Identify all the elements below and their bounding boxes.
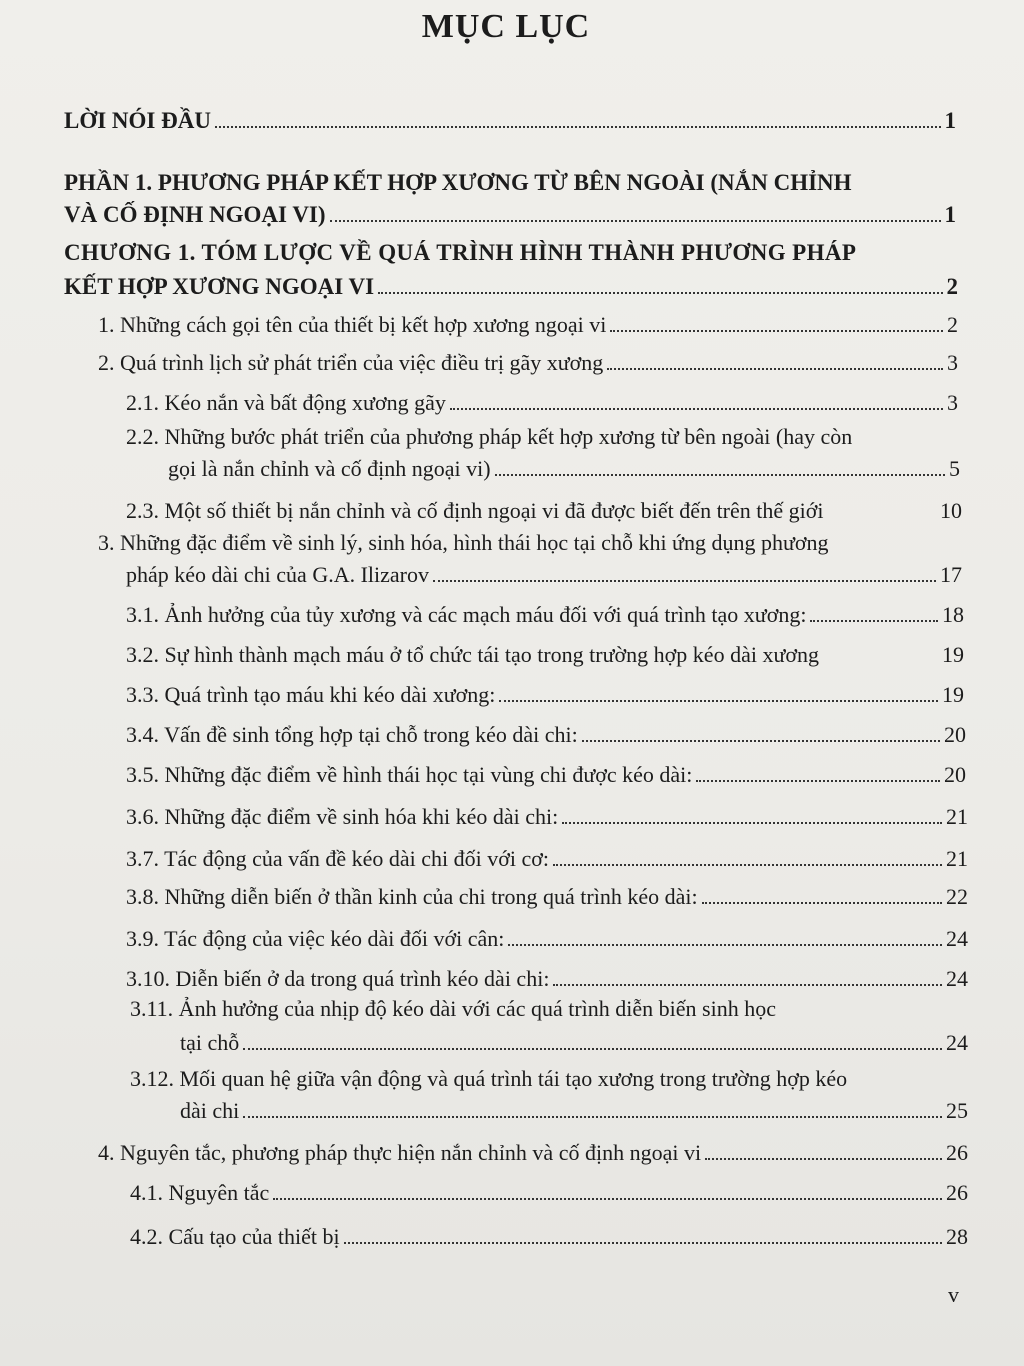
- leader-dots: [243, 1116, 942, 1118]
- toc-entry-3-12-line1: 3.12. Mối quan hệ giữa vận động và quá trình tái tạo xương trong trường hợp kéo: [130, 1066, 848, 1091]
- toc-entry-2-1: 2.1. Kéo nắn và bất động xương gãy 3: [126, 390, 958, 415]
- toc-entry-3-12: dài chi 25: [180, 1098, 968, 1123]
- leader-dots: [582, 740, 940, 742]
- toc-entry-3-9: 3.9. Tác động của việc kéo dài đối với cân: 24: [126, 926, 968, 951]
- leader-dots: [696, 780, 940, 782]
- leader-dots: [705, 1158, 942, 1160]
- leader-dots: [508, 944, 942, 946]
- toc-entry-3-5: 3.5. Những đặc điểm về hình thái học tại vùng chi được kéo dài: 20: [126, 762, 966, 787]
- toc-entry-3-3: 3.3. Quá trình tạo máu khi kéo dài xương: 19: [126, 682, 964, 707]
- toc-entry-chapter1-line1: CHƯƠNG 1. TÓM LƯỢC VỀ QUÁ TRÌNH HÌNH THÀNH PHƯƠNG PHÁP: [64, 240, 857, 265]
- leader-dots: [499, 700, 938, 702]
- leader-dots: [553, 984, 942, 986]
- toc-entry-part1: VÀ CỐ ĐỊNH NGOẠI VI) 1: [64, 202, 956, 227]
- leader-dots: [273, 1198, 942, 1200]
- leader-dots: [243, 1048, 942, 1050]
- toc-entry-3-1: 3.1. Ảnh hưởng của tủy xương và các mạch máu đối với quá trình tạo xương: 18: [126, 602, 964, 627]
- toc-entry-3-11: tại chỗ 24: [180, 1030, 968, 1055]
- leader-dots: [495, 474, 945, 476]
- toc-entry-chapter1: KẾT HỢP XƯƠNG NGOẠI VI 2: [64, 274, 958, 299]
- leader-dots: [378, 292, 942, 294]
- toc-entry-3-7: 3.7. Tác động của vấn đề kéo dài chi đối với cơ: 21: [126, 846, 968, 871]
- page-number: v: [948, 1282, 959, 1307]
- toc-entry-3: pháp kéo dài chi của G.A. Ilizarov 17: [126, 562, 962, 587]
- toc-entry-3-2: 3.2. Sự hình thành mạch máu ở tổ chức tái tạo trong trường hợp kéo dài xương 19: [126, 642, 964, 667]
- toc-entry-2-2-line1: 2.2. Những bước phát triển của phương pháp kết hợp xương từ bên ngoài (hay còn: [126, 424, 853, 449]
- toc-entry-2-2: gọi là nắn chỉnh và cố định ngoại vi) 5: [168, 456, 960, 481]
- toc-entry-3-11-line1: 3.11. Ảnh hưởng của nhịp độ kéo dài với các quá trình diễn biến sinh học: [130, 996, 776, 1021]
- toc-entry-3-4: 3.4. Vấn đề sinh tổng hợp tại chỗ trong kéo dài chi: 20: [126, 722, 966, 747]
- leader-dots: [828, 516, 936, 518]
- leader-dots: [450, 408, 943, 410]
- toc-entry-2: 2. Quá trình lịch sử phát triển của việc điều trị gãy xương 3: [98, 350, 958, 375]
- leader-dots: [330, 220, 941, 222]
- toc-entry-preface: LỜI NÓI ĐẦU 1: [64, 108, 956, 133]
- leader-dots: [607, 368, 943, 370]
- leader-dots: [215, 126, 941, 128]
- toc-entry-1: 1. Những cách gọi tên của thiết bị kết hợp xương ngoại vi 2: [98, 312, 958, 337]
- leader-dots: [562, 822, 942, 824]
- leader-dots: [433, 580, 936, 582]
- leader-dots: [610, 330, 943, 332]
- leader-dots: [553, 864, 942, 866]
- toc-entry-3-6: 3.6. Những đặc điểm về sinh hóa khi kéo dài chi: 21: [126, 804, 968, 829]
- toc-entry-4-2: 4.2. Cấu tạo của thiết bị 28: [130, 1224, 968, 1249]
- toc-entry-3-line1: 3. Những đặc điểm về sinh lý, sinh hóa, hình thái học tại chỗ khi ứng dụng phương: [98, 530, 829, 555]
- leader-dots: [702, 902, 942, 904]
- toc-entry-3-8: 3.8. Những diễn biến ở thần kinh của chi trong quá trình kéo dài: 22: [126, 884, 968, 909]
- toc-entry-2-3: 2.3. Một số thiết bị nắn chỉnh và cố định ngoại vi đã được biết đến trên thế giới 10: [126, 498, 962, 523]
- leader-dots: [810, 620, 938, 622]
- page-title: MỤC LỤC: [421, 8, 591, 45]
- toc-entry-4-1: 4.1. Nguyên tắc 26: [130, 1180, 968, 1205]
- toc-entry-part1-line1: PHẦN 1. PHƯƠNG PHÁP KẾT HỢP XƯƠNG TỪ BÊN NGOÀI (NẮN CHỈNH: [64, 170, 852, 195]
- toc-entry-3-10: 3.10. Diễn biến ở da trong quá trình kéo dài chi: 24: [126, 966, 968, 991]
- leader-dots: [344, 1242, 942, 1244]
- leader-dots: [821, 660, 940, 662]
- toc-entry-4: 4. Nguyên tắc, phương pháp thực hiện nắn chỉnh và cố định ngoại vi 26: [98, 1140, 968, 1165]
